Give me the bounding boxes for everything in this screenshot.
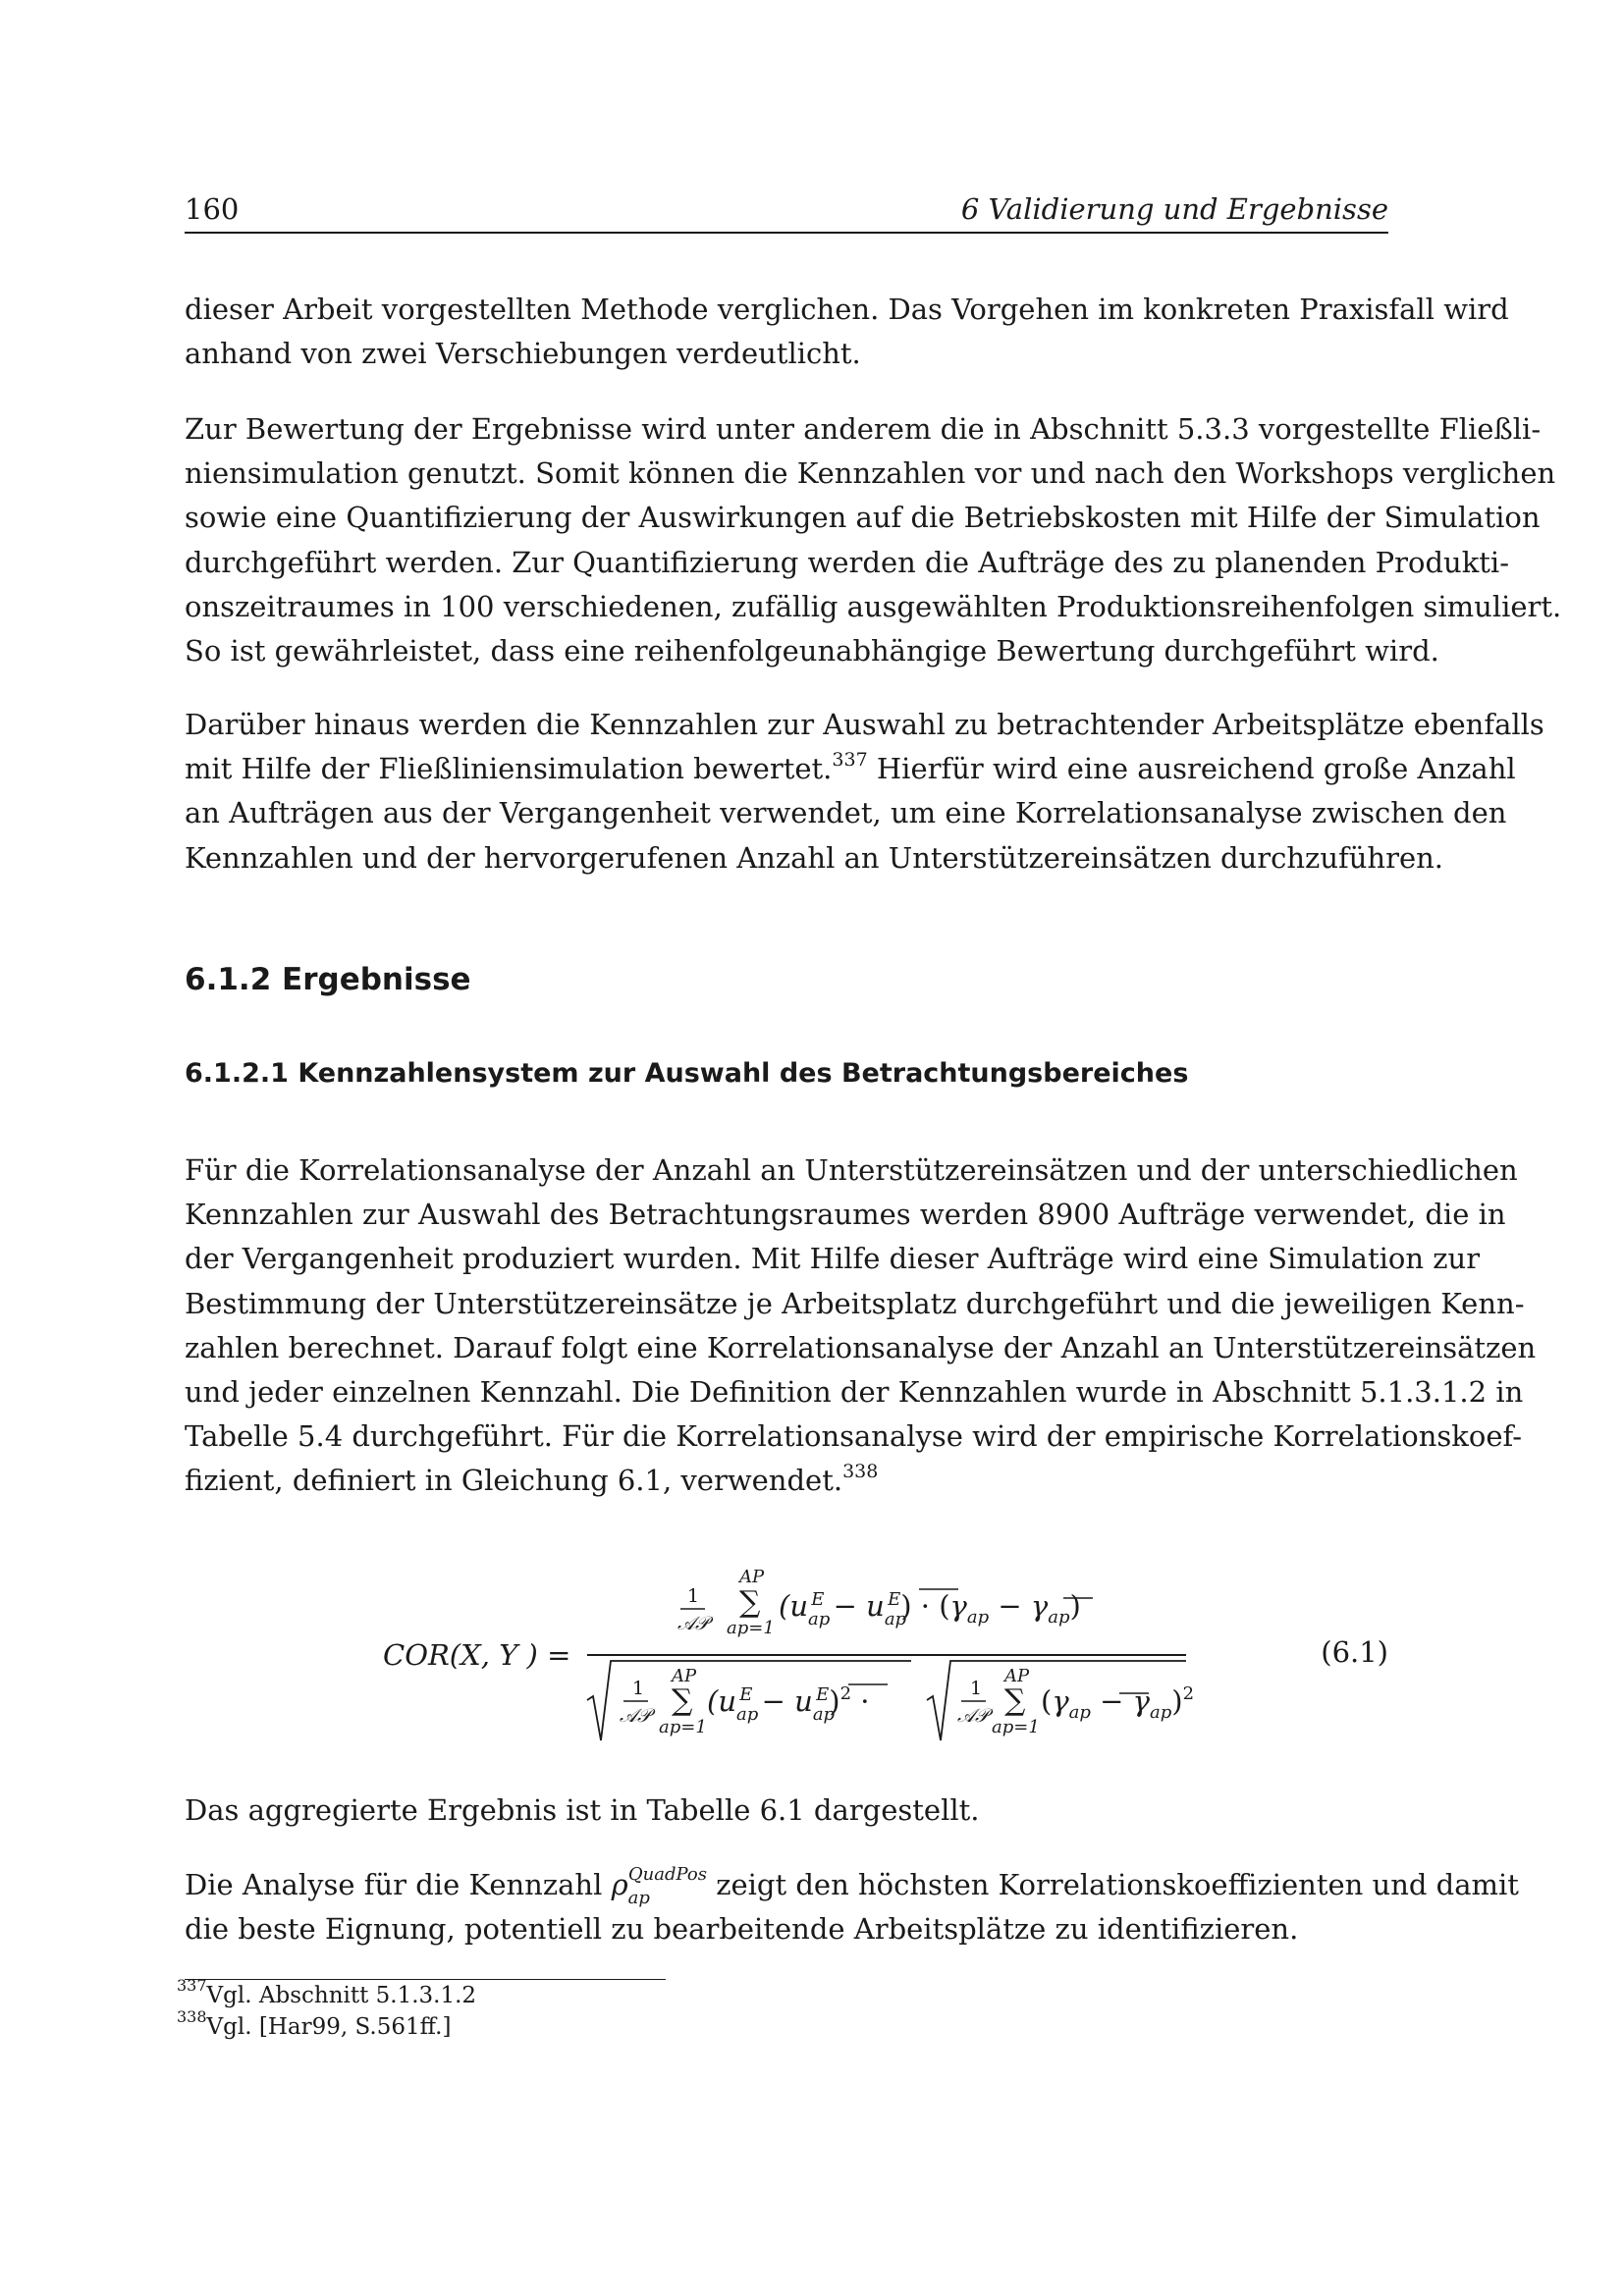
sum-lower: ap=1 [727, 1618, 775, 1638]
rho-subscript: ap [627, 1887, 650, 1908]
text-line: dieser Arbeit vorgestellten Methode verglichen. Das Vorgehen im konkreten Praxisfall wird [185, 293, 1509, 326]
text-line: durchgeführt werden. Zur Quantifizierung werden die Aufträge des zu planenden Produkti- [185, 545, 1510, 579]
footnote-337 [177, 1976, 477, 2008]
chapter-title: 6 Validierung und Ergebnisse [960, 192, 1388, 226]
footnote-338 [177, 2007, 452, 2040]
equation-numerator [677, 1567, 1093, 1638]
text-line [185, 1863, 1519, 1908]
text-line: die beste Eignung, potentiell zu bearbeitende Arbeitsplätze zu identifizieren. [185, 1912, 1299, 1947]
text-run: Die Analyse für die Kennzahl [185, 1868, 612, 1901]
svg-text:∑: ∑ [1004, 1683, 1026, 1718]
text-line: der Vergangenheit produziert wurden. Mit Hilfe dieser Aufträge wird eine Simulation zur [185, 1242, 1481, 1276]
text-line: So ist gewährleistet, dass eine reihenfolgeunabhängige Bewertung durchgeführt wird. [185, 634, 1439, 668]
subsection-heading: 6.1.2.1 Kennzahlensystem zur Auswahl des Betrachtungsbereiches [185, 1058, 1189, 1089]
text-line: Das aggregierte Ergebnis ist in Tabelle 6.1 dargestellt. [185, 1793, 980, 1827]
paragraph-6 [185, 1863, 1519, 1951]
sum-upper: AP [739, 1567, 765, 1587]
svg-text:𝒜𝒫: 𝒜𝒫 [957, 1705, 989, 1727]
text-line: anhand von zwei Verschiebungen verdeutlicht. [185, 337, 861, 371]
text-line: Kennzahlen zur Auswahl des Betrachtungsraumes werden 8900 Aufträge verwendet, die in [185, 1198, 1506, 1232]
footnote-mark-337[interactable]: 337 [832, 748, 868, 771]
svg-text:∑: ∑ [672, 1683, 693, 1718]
svg-text:1: 1 [970, 1678, 983, 1699]
equation-6-1 [185, 1561, 1388, 1757]
text-line: Bestimmung der Unterstützereinsätze je Arbeitsplatz durchgeführt und die jeweiligen Kenn- [185, 1286, 1525, 1320]
sum-sign: ∑ [739, 1585, 761, 1620]
page-number: 160 [185, 192, 240, 226]
text-run: zeigt den höchsten Korrelationskoeffizienten und damit [706, 1868, 1519, 1901]
footnote-number: 338 [177, 2007, 207, 2027]
equation-denominator [587, 1661, 1194, 1740]
frac-one: 1 [687, 1585, 700, 1607]
svg-text:(uapE − uapE)2 ·: $(u_{ap}E - u_{ap}E)^2$ · [707, 1683, 870, 1725]
text-line: Kennzahlen und der hervorgerufenen Anzahl an Unterstützereinsätzen durchzuführen. [185, 840, 1444, 875]
footnote-number: 337 [177, 1976, 207, 1996]
svg-text:AP: AP [672, 1666, 697, 1686]
text-line: niensimulation genutzt. Somit können die Kennzahlen vor und nach den Workshops verglichen [185, 456, 1556, 491]
paragraph-4 [185, 1148, 1537, 1504]
svg-text:ap=1: ap=1 [659, 1717, 707, 1737]
svg-text:(γap − γap)2: $(\gamma_{ap} - \gamma_{ap})^2$ [1041, 1683, 1195, 1723]
equation-number: (6.1) [1321, 1635, 1388, 1669]
rho-symbol: $\rho_{ap}^{QuadPos}$ [611, 1864, 707, 1908]
text-line: onszeitraumes in 100 verschiedenen, zufällig ausgewählten Produktionsreihenfolgen simuliert. [185, 589, 1562, 623]
text-run: Hierfür wird eine ausreichend große Anzahl [867, 752, 1516, 786]
text-line: Für die Korrelationsanalyse der Anzahl an Unterstützereinsätzen und der unterschiedlichen [185, 1153, 1518, 1187]
text-line: an Aufträgen aus der Vergangenheit verwendet, um eine Korrelationsanalyse zwischen den [185, 796, 1507, 830]
rho-superscript: QuadPos [627, 1864, 707, 1886]
section-heading: 6.1.2 Ergebnisse [185, 962, 471, 997]
paragraph-1 [185, 288, 1509, 376]
paragraph-2 [185, 407, 1562, 673]
text-line: Tabelle 5.4 durchgeführt. Für die Korrelationsanalyse wird der empirische Korrelationskoef- [185, 1419, 1522, 1454]
text-line [185, 747, 1516, 791]
svg-text:𝒜𝒫: 𝒜𝒫 [620, 1705, 651, 1727]
footnote-text: Vgl. [Har99, S.561ff.] [206, 2014, 452, 2040]
running-header [185, 192, 1388, 234]
paragraph-5 [185, 1789, 1388, 1833]
footnote-mark-338[interactable]: 338 [842, 1460, 879, 1482]
text-run: fizient, definiert in Gleichung 6.1, verwendet. [185, 1464, 843, 1498]
text-line: Darüber hinaus werden die Kennzahlen zur Auswahl zu betrachtender Arbeitsplätze ebenfalls [185, 708, 1544, 741]
svg-text:ap=1: ap=1 [992, 1717, 1040, 1737]
text-run: mit Hilfe der Fließliniensimulation bewertet. [185, 752, 833, 786]
numerator-expression: $(u_{ap}E - u_{ap}E) \cdot (\gamma_{ap} - \gamma_{ap})$ [779, 1589, 1081, 1629]
footnote-text: Vgl. Abschnitt 5.1.3.1.2 [206, 1983, 477, 2008]
equation-lhs: COR(X, Y ) = [383, 1638, 571, 1672]
text-line: zahlen berechnet. Darauf folgt eine Korrelationsanalyse der Anzahl an Unterstützereinsätzen [185, 1330, 1537, 1364]
set-AP: 𝒜𝒫 [677, 1613, 709, 1634]
footnote-rule [185, 1979, 666, 1980]
text-line [185, 1459, 1388, 1503]
text-line: Zur Bewertung der Ergebnisse wird unter anderem die in Abschnitt 5.3.3 vorgestellte Fließli- [185, 412, 1542, 446]
paragraph-3 [185, 703, 1544, 881]
svg-text:AP: AP [1004, 1666, 1030, 1686]
equation-formula [185, 1561, 1388, 1757]
text-line: und jeder einzelnen Kennzahl. Die Definition der Kennzahlen wurde in Abschnitt 5.1.3.1.2 in [185, 1375, 1524, 1410]
text-line: sowie eine Quantifizierung der Auswirkungen auf die Betriebskosten mit Hilfe der Simulation [185, 501, 1541, 535]
svg-text:1: 1 [632, 1678, 645, 1699]
